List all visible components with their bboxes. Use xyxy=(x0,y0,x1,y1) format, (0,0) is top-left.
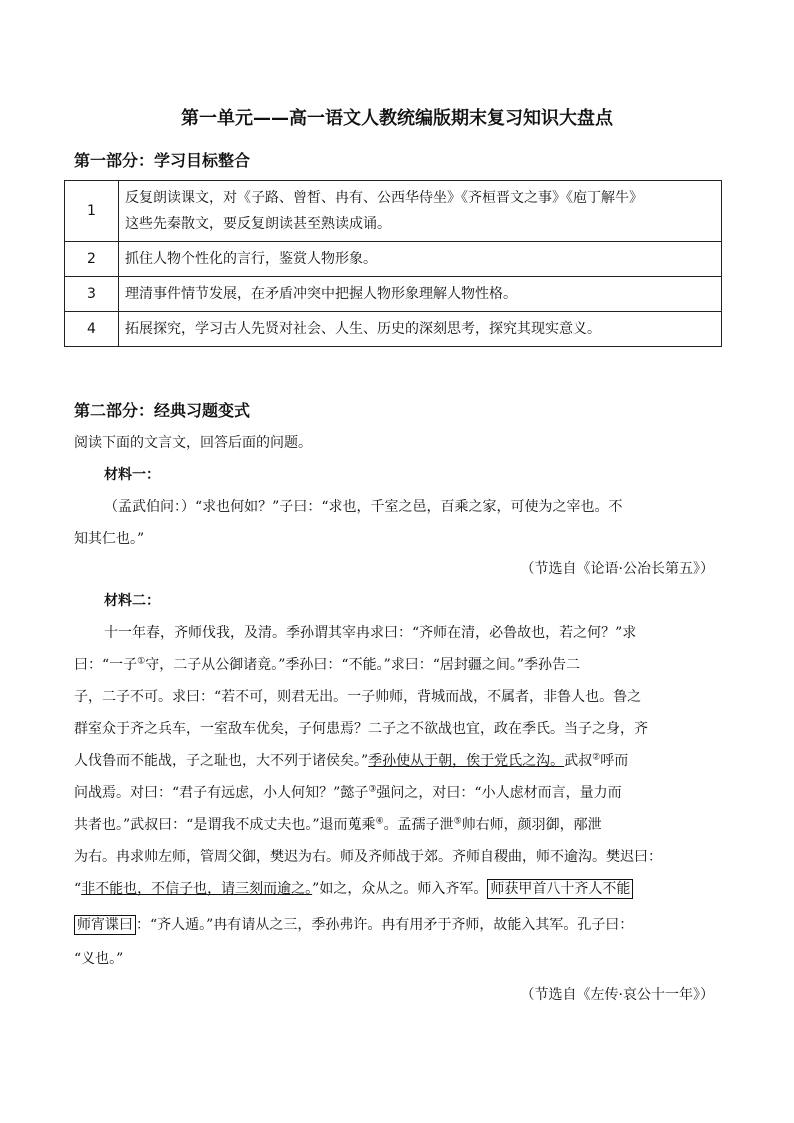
material2-source: （节选自《左传·哀公十一年》） xyxy=(520,987,714,1003)
instruction-text: 阅读下面的文言文，回答后面的问题。 xyxy=(74,435,312,451)
row-number: 3 xyxy=(65,277,119,312)
material1-line: （孟武伯问：）“求也何如？”子曰：“求也，千室之邑，百乘之家，可使为之宰也。不 xyxy=(104,499,623,515)
boxed-text: 师获甲首八十齐人不能 xyxy=(487,879,633,899)
row-text: 抓住人物个性化的言行，鉴赏人物形象。 xyxy=(119,242,722,277)
underlined-sentence: 非不能也，不信子也，请三刻而逾之。 xyxy=(81,881,313,897)
material2-line: 共者也。”武叔曰：“是谓我不成丈夫也。”退而蒐乘④。孟孺子泄⑤帅右师，颜羽御，邴泄 xyxy=(74,816,602,833)
material1-label: 材料一： xyxy=(104,467,160,483)
row-number: 2 xyxy=(65,242,119,277)
material2-label: 材料二： xyxy=(104,593,160,609)
material2-line: 子，二子不可。求曰：“若不可，则君无出。一子帅师，背城而战，不属者，非鲁人也。鲁之 xyxy=(74,689,642,705)
boxed-text: 师宵谍曰 xyxy=(74,915,136,935)
material1-line: 知其仁也。” xyxy=(74,531,145,547)
row-text-line: 反复朗读课文，对《子路、曾皙、冉有、公西华侍坐》《齐桓晋文之事》《庖丁解牛》 xyxy=(125,190,643,206)
material2-line: 师宵谍曰 ：“齐人遁。”冉有请从之三，季孙弗许。冉有用矛于齐师，故能入其军。孔子曰： xyxy=(74,914,633,934)
material2-line: 群室众于齐之兵车，一室敌车优矣，子何患焉？二子之不欲战也宜，政在季氏。当子之身，齐 xyxy=(74,721,648,737)
underlined-sentence: 季孙使从于朝，俟于党氏之沟。 xyxy=(368,753,565,769)
material2-line: 十一年春，齐师伐我，及清。季孙谓其宰冉求曰：“齐师在清，必鲁故也，若之何？”求 xyxy=(104,625,637,641)
goals-table xyxy=(64,180,722,347)
part1-heading: 第一部分：学习目标整合 xyxy=(74,151,251,170)
table-row xyxy=(65,312,722,347)
page-title: 第一单元——高一语文人教统编版期末复习知识大盘点 xyxy=(181,108,613,129)
part2-heading: 第二部分：经典习题变式 xyxy=(74,401,251,420)
table-row xyxy=(65,181,722,242)
material2-line: “非不能也，不信子也，请三刻而逾之。”如之，众从之。师入齐军。 师获甲首八十齐人不能 xyxy=(74,878,633,898)
row-number: 4 xyxy=(65,312,119,347)
material2-line: 为右。冉求帅左师，管周父御，樊迟为右。师及齐师战于郊。齐师自稷曲，师不逾沟。樊迟曰： xyxy=(74,849,662,865)
row-text xyxy=(119,181,722,242)
material2-line: 曰：“一子①守，二子从公御诸竟。”季孙曰：“不能。”求曰：“居封疆之间。”季孙告二 xyxy=(74,656,581,673)
table-row xyxy=(65,242,722,277)
row-number: 1 xyxy=(65,181,119,242)
row-text-line: 这些先秦散文，要反复朗读甚至熟读成诵。 xyxy=(125,216,391,232)
material2-line: 人伐鲁而不能战，子之耻也，大不列于诸侯矣。”季孙使从于朝，俟于党氏之沟。武叔②呼而 xyxy=(74,752,629,769)
material1-source: （节选自《论语·公冶长第五》） xyxy=(520,561,714,577)
row-text: 理清事件情节发展，在矛盾冲突中把握人物形象理解人物性格。 xyxy=(119,277,722,312)
material2-line: 问战焉。对曰：“君子有远虑，小人何知？”懿子③强问之，对曰：“小人虑材而言，量力而 xyxy=(74,784,622,801)
material2-line: “义也。” xyxy=(74,951,124,967)
row-text: 拓展探究，学习古人先贤对社会、人生、历史的深刻思考，探究其现实意义。 xyxy=(119,312,722,347)
table-row xyxy=(65,277,722,312)
